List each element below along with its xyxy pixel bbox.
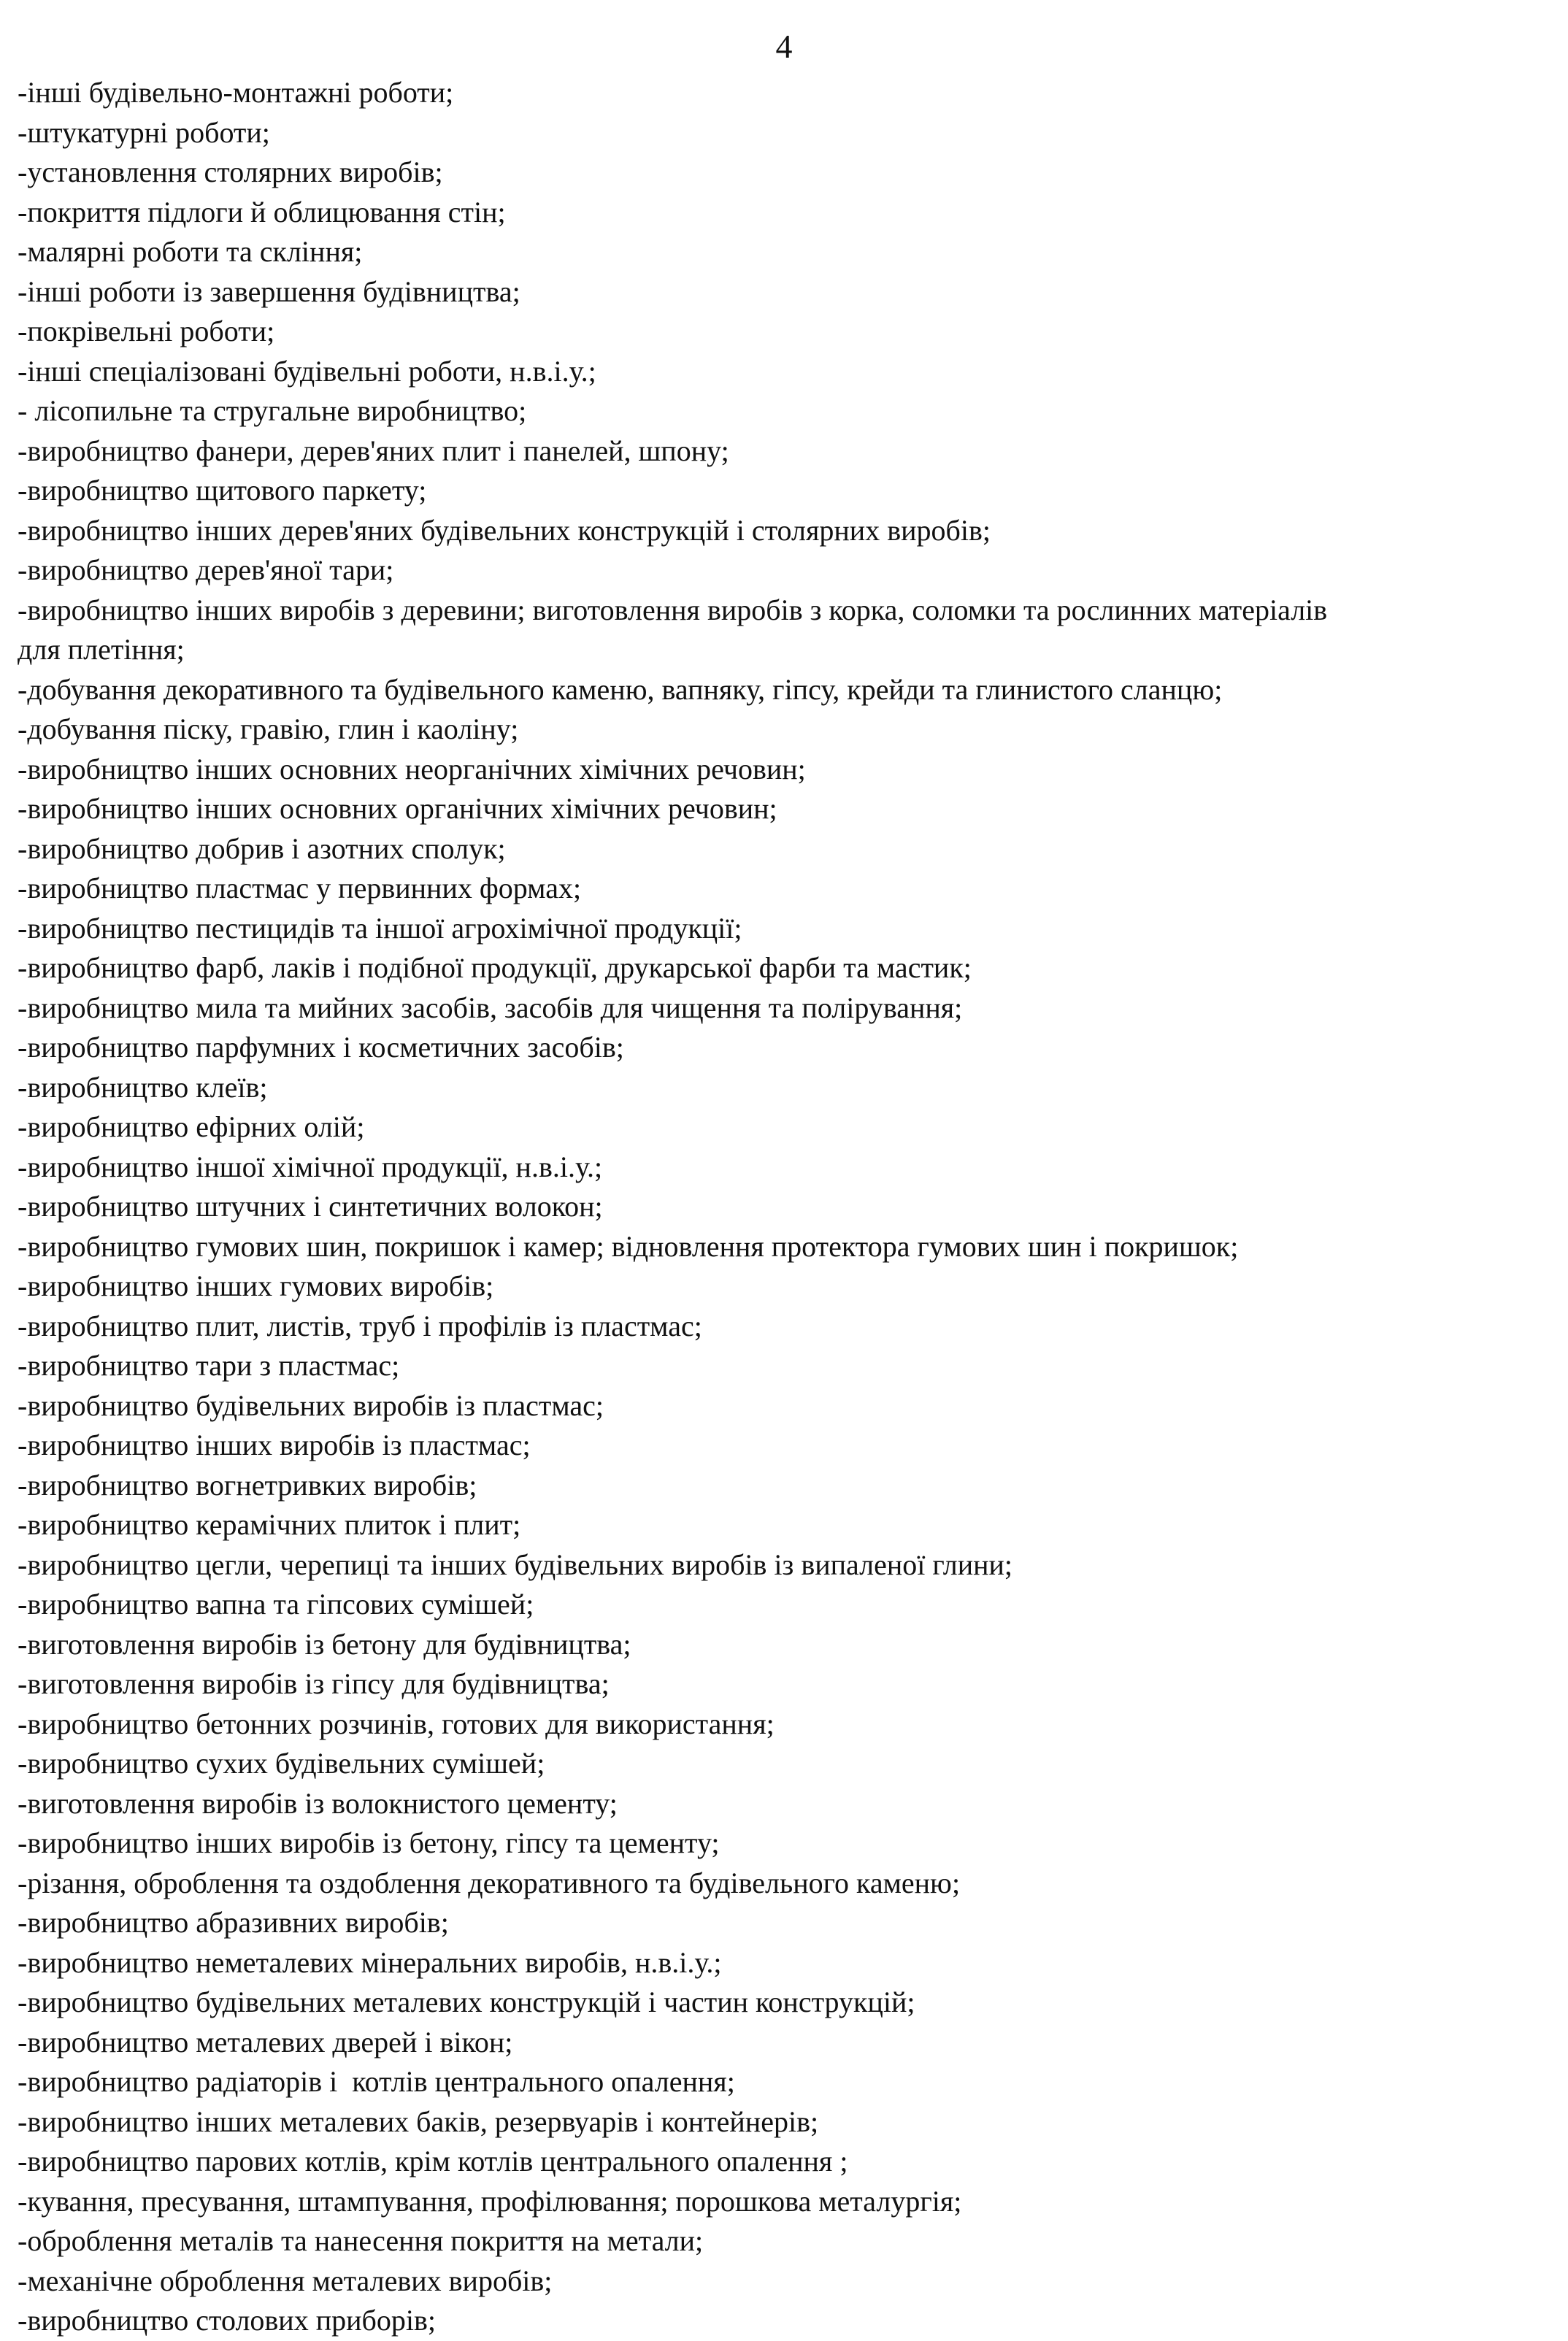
list-item — [18, 352, 1558, 392]
list-item — [18, 1466, 1558, 1506]
list-item-text: -виробництво будівельних виробів із пластмас; — [18, 1388, 604, 1422]
list-item-text: -виробництво вогнетривких виробів; — [18, 1468, 477, 1502]
list-item-text: -штукатурні роботи; — [18, 115, 270, 149]
list-item — [18, 2221, 1558, 2261]
list-item — [18, 431, 1558, 472]
list-item-text: - лісопильне та стругальне виробництво; — [18, 394, 527, 427]
list-item — [18, 1864, 1558, 1904]
list-item — [18, 232, 1558, 272]
list-item — [18, 1983, 1558, 2023]
list-item-text: -малярні роботи та скління; — [18, 235, 363, 268]
list-item-text: -виробництво дерев'яної тари; — [18, 553, 394, 586]
list-item — [18, 2102, 1558, 2142]
list-item-text: -виробництво абразивних виробів; — [18, 1906, 449, 1939]
list-item-text: -виробництво фарб, лаків і подібної продукції, друкарської фарби та мастик; — [18, 951, 972, 984]
activity-list — [18, 73, 1558, 2341]
page-number: 4 — [775, 28, 793, 65]
list-item-text: -виробництво інших виробів з деревини; виготовлення виробів з корка, соломки та рослинних матеріалів — [18, 593, 1328, 626]
list-item — [18, 1625, 1558, 1665]
list-item — [18, 1744, 1558, 1784]
list-item — [18, 1307, 1558, 1347]
list-item — [18, 2261, 1558, 2302]
list-item-text: -інші спеціалізовані будівельні роботи, н.в.і.у.; — [18, 354, 596, 388]
list-item — [18, 2023, 1558, 2063]
list-item-text: -виробництво пестицидів та іншої агрохімічної продукції; — [18, 911, 742, 945]
list-item-text: -виробництво інших металевих баків, резервуарів і контейнерів; — [18, 2104, 819, 2138]
list-item-text: -виробництво інших виробів із пластмас; — [18, 1429, 531, 1461]
list-item — [18, 869, 1558, 909]
list-item-text: -виробництво ефірних олій; — [18, 1110, 365, 1143]
list-item — [18, 1107, 1558, 1148]
list-item-text: -виробництво інших гумових виробів; — [18, 1269, 494, 1302]
list-item-text: -виробництво неметалевих мінеральних виробів, н.в.і.у.; — [18, 1945, 722, 1979]
list-item — [18, 750, 1558, 790]
list-item — [18, 1505, 1558, 1545]
list-item-text: -виробництво будівельних металевих конструкцій і частин конструкцій; — [18, 1986, 915, 2018]
list-item-text: -виробництво тари з пластмас; — [18, 1349, 400, 1382]
list-item — [18, 1903, 1558, 1943]
list-item-text: -виготовлення виробів із волокнистого цементу; — [18, 1786, 618, 1820]
list-item — [18, 591, 1558, 670]
list-item-text: -виробництво іншої хімічної продукції, н.в.і.у.; — [18, 1150, 603, 1183]
list-item — [18, 1704, 1558, 1745]
list-item-text: -виробництво сухих будівельних сумішей; — [18, 1747, 545, 1780]
list-item-text: -виготовлення виробів із бетону для будівництва; — [18, 1627, 631, 1661]
list-item-text: -виробництво інших основних неорганічних хімічних речовин; — [18, 752, 806, 785]
list-item-text: -виготовлення виробів із гіпсу для будівництва; — [18, 1667, 610, 1700]
list-item-text: -добування піску, гравію, глин і каоліну; — [18, 712, 519, 745]
list-item-text: -виробництво цегли, черепиці та інших будівельних виробів із випаленої глини; — [18, 1548, 1013, 1581]
list-item-text: -виробництво штучних і синтетичних волокон; — [18, 1190, 603, 1223]
list-item — [18, 272, 1558, 312]
list-item-text: -виробництво гумових шин, покришок і камер; відновлення протектора гумових шин і покришок; — [18, 1229, 1239, 1263]
list-item — [18, 1266, 1558, 1307]
list-item — [18, 312, 1558, 352]
list-item — [18, 2301, 1558, 2341]
list-item — [18, 471, 1558, 511]
list-item — [18, 550, 1558, 591]
list-item — [18, 1545, 1558, 1585]
list-item — [18, 1784, 1558, 1824]
list-item-continuation: для плетіння; — [18, 633, 185, 666]
list-item — [18, 829, 1558, 869]
list-item — [18, 909, 1558, 949]
list-item — [18, 710, 1558, 750]
list-item-text: -виробництво керамічних плиток і плит; — [18, 1508, 521, 1541]
list-item-text: -виробництво металевих дверей і вікон; — [18, 2025, 513, 2059]
list-item-text: -кування, пресування, штампування, профілювання; порошкова металургія; — [18, 2184, 962, 2218]
list-item — [18, 789, 1558, 829]
list-item-text: -виробництво інших основних органічних хімічних речовин; — [18, 792, 777, 825]
list-item-text: -виробництво парфумних і косметичних засобів; — [18, 1031, 624, 1064]
list-item — [18, 948, 1558, 988]
list-item-text: -виробництво інших дерев'яних будівельних конструкцій і столярних виробів; — [18, 513, 991, 547]
list-item-text: -виробництво клеїв; — [18, 1070, 268, 1104]
list-item-text: -виробництво парових котлів, крім котлів центрального опалення ; — [18, 2145, 848, 2177]
list-item — [18, 1028, 1558, 1068]
list-item — [18, 1823, 1558, 1864]
list-item-text: -різання, оброблення та оздоблення декоративного та будівельного каменю; — [18, 1866, 961, 1899]
list-item — [18, 2062, 1558, 2102]
list-item-text: -інші роботи із завершення будівництва; — [18, 274, 520, 308]
list-item — [18, 670, 1558, 710]
list-item — [18, 1426, 1558, 1466]
list-item — [18, 1664, 1558, 1704]
list-item-text: -оброблення металів та нанесення покриття на метали; — [18, 2224, 704, 2257]
list-item-text: -виробництво інших виробів із бетону, гіпсу та цементу; — [18, 1826, 720, 1859]
list-item-text: -виробництво фанери, дерев'яних плит і панелей, шпону; — [18, 434, 729, 467]
list-item — [18, 73, 1558, 113]
list-item-text: -установлення столярних виробів; — [18, 155, 443, 188]
list-item-text: -покриття підлоги й облицювання стін; — [18, 195, 506, 228]
list-item-text: -виробництво бетонних розчинів, готових для використання; — [18, 1707, 775, 1740]
list-item-text: -виробництво добрив і азотних сполук; — [18, 831, 506, 865]
list-item-text: -виробництво столових приборів; — [18, 2304, 436, 2337]
list-item — [18, 1068, 1558, 1108]
list-item — [18, 113, 1558, 153]
list-item-text: -виробництво пластмас у первинних формах; — [18, 872, 582, 904]
list-item — [18, 1227, 1558, 1267]
list-item — [18, 1346, 1558, 1386]
list-item-text: -механічне оброблення металевих виробів; — [18, 2264, 553, 2297]
list-item-text: -виробництво радіаторів і котлів центрального опалення; — [18, 2065, 735, 2098]
list-item — [18, 988, 1558, 1029]
list-item-text: -інші будівельно-монтажні роботи; — [18, 76, 454, 109]
list-item — [18, 153, 1558, 193]
list-item — [18, 511, 1558, 551]
list-item — [18, 1943, 1558, 1983]
list-item-text: -виробництво вапна та гіпсових сумішей; — [18, 1588, 534, 1621]
list-item-text: -добування декоративного та будівельного каменю, вапняку, гіпсу, крейди та глинистого сланцю; — [18, 672, 1223, 706]
list-item-text: -покрівельні роботи; — [18, 315, 275, 347]
list-item — [18, 1386, 1558, 1426]
list-item-text: -виробництво мила та мийних засобів, засобів для чищення та полірування; — [18, 991, 963, 1024]
list-item-text: -виробництво плит, листів, труб і профілів із пластмас; — [18, 1309, 702, 1342]
list-item — [18, 2142, 1558, 2182]
list-item — [18, 2182, 1558, 2222]
list-item-text: -виробництво щитового паркету; — [18, 474, 427, 507]
list-item — [18, 1187, 1558, 1227]
list-item — [18, 391, 1558, 431]
list-item — [18, 1585, 1558, 1625]
list-item — [18, 1148, 1558, 1188]
list-item — [18, 193, 1558, 233]
